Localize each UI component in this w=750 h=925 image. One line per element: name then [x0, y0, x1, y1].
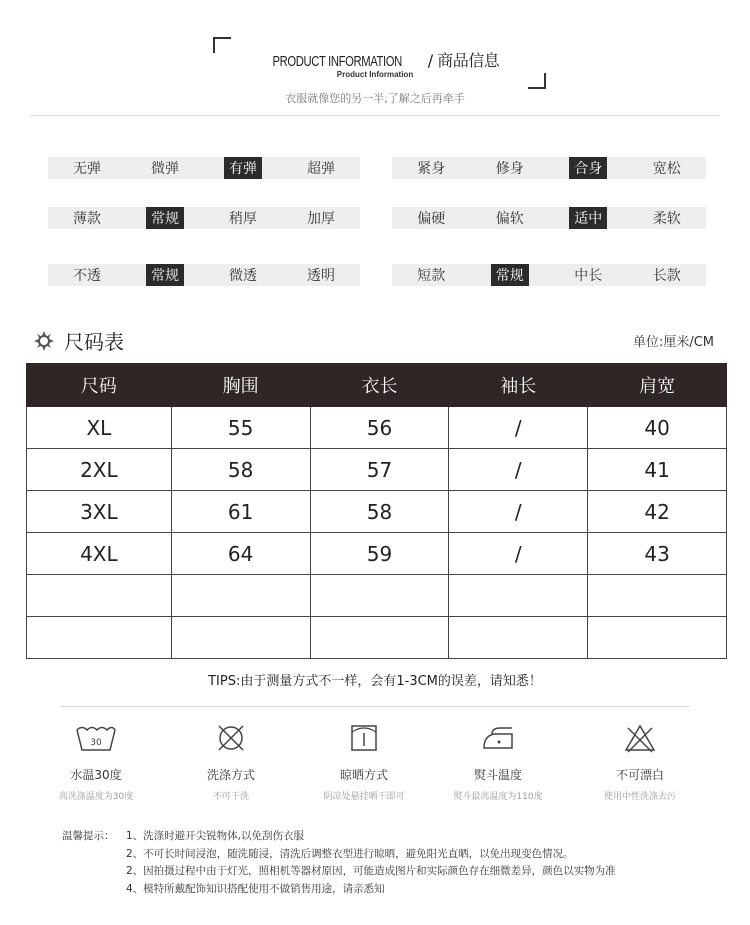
attr-softness: [392, 207, 706, 229]
attr-option: 宽松: [652, 161, 681, 177]
product-info-header: [0, 0, 750, 120]
cell: 61: [171, 491, 310, 533]
table-row: [27, 533, 727, 575]
attr-option: 微弹: [151, 161, 179, 177]
cell: 4XL: [27, 533, 172, 575]
attr-option: 中长: [574, 268, 603, 284]
attr-option: 柔软: [652, 211, 681, 227]
note-item: 2、不可长时间浸泡，随洗随浸，清洗后调整衣型进行晾晒，避免阳光直晒，以免出现变色情况。: [126, 847, 574, 860]
slogan: 衣服就像您的另一半,了解之后再牵手: [285, 92, 465, 105]
col-header: 肩宽: [588, 364, 727, 407]
cell: [449, 575, 588, 617]
size-chart-heading: [34, 326, 124, 355]
attr-option: 修身: [495, 161, 524, 177]
cell: /: [449, 449, 588, 491]
attr-option: 薄款: [73, 211, 101, 227]
cell: 55: [171, 407, 310, 449]
attr-option-selected: 常规: [126, 207, 204, 229]
attr-option: 长款: [652, 268, 681, 284]
attr-option: 偏软: [495, 211, 524, 227]
cell: [588, 617, 727, 659]
cell: 56: [310, 407, 449, 449]
cell: 57: [310, 449, 449, 491]
cell: [171, 617, 310, 659]
care-sub: 熨斗最高温度为110度: [453, 792, 543, 802]
attr-option-selected: 常规: [126, 264, 204, 286]
cell: 58: [310, 491, 449, 533]
cell: [310, 617, 449, 659]
iron-icon: [478, 722, 518, 754]
cell: [310, 575, 449, 617]
unit-label: 单位:厘米/CM: [632, 335, 714, 350]
note-item: 4、模特所戴配饰知识搭配使用不做销售用途，请亲悉知: [126, 882, 385, 895]
attr-fit: [392, 157, 706, 179]
note-row: [62, 863, 616, 881]
cell: 43: [588, 533, 727, 575]
cell: 42: [588, 491, 727, 533]
care-label: 晾晒方式: [339, 768, 388, 782]
cell: [27, 617, 172, 659]
cell: /: [449, 491, 588, 533]
note-row: [62, 881, 616, 899]
cell: [27, 575, 172, 617]
cell: /: [449, 533, 588, 575]
section-divider: [60, 706, 690, 707]
attr-option: 超弹: [307, 161, 335, 177]
page-title: [0, 48, 750, 71]
no-dry-clean-icon: [215, 722, 247, 754]
cell: /: [449, 407, 588, 449]
sun-icon: [34, 331, 54, 351]
notes-lead: 温馨提示：: [62, 830, 115, 842]
header-divider: [30, 115, 720, 116]
attr-option: 加厚: [307, 211, 335, 227]
note-item: 2、因拍摄过程中由于灯光，照相机等器材原因，可能造成图片和实际颜色存在细微差异，颜色以实物为准: [126, 865, 616, 877]
note-row: [62, 828, 616, 846]
care-item-wash-method: [171, 722, 291, 802]
care-item-water-temp: [36, 722, 156, 802]
cell: 2XL: [27, 449, 172, 491]
attr-option: 紧身: [417, 161, 446, 177]
attr-elasticity: [48, 157, 360, 179]
col-header: 衣长: [310, 364, 449, 407]
care-notes: [62, 828, 616, 898]
cell: XL: [27, 407, 172, 449]
size-chart-title: 尺码表: [64, 330, 124, 354]
wash-temp-badge: 30: [90, 738, 102, 748]
cell: 3XL: [27, 491, 172, 533]
care-item-dry-method: [304, 722, 424, 802]
subtitle: Product Information: [336, 70, 414, 79]
attr-option-selected: 合身: [549, 157, 628, 179]
attr-option: 偏硬: [417, 211, 446, 227]
col-header: 尺码: [27, 364, 172, 407]
title-en: PRODUCT INFORMATION: [272, 53, 402, 70]
no-bleach-icon: [622, 722, 658, 754]
cell: [588, 575, 727, 617]
hang-dry-icon: [348, 722, 380, 754]
table-row: [27, 407, 727, 449]
wash-30-icon: [74, 722, 118, 754]
care-item-iron-temp: [438, 722, 558, 802]
title-sep: /: [423, 51, 438, 70]
attr-option: 短款: [417, 268, 446, 284]
table-row: [27, 491, 727, 533]
note-item: 1、洗涤时避开尖锐物体,以免刮伤衣服: [126, 830, 305, 842]
cell: 58: [171, 449, 310, 491]
care-sub: 阴凉处悬挂晒干即可: [323, 792, 405, 802]
table-row-empty: [27, 617, 727, 659]
cell: 59: [310, 533, 449, 575]
attr-option: 无弹: [73, 161, 101, 177]
attr-option-selected: 有弹: [204, 157, 282, 179]
care-item-no-bleach: [580, 722, 700, 802]
cell: 64: [171, 533, 310, 575]
cell: [449, 617, 588, 659]
attr-option: 不透: [73, 268, 101, 284]
care-sub: 使用中性洗涤去污: [603, 792, 676, 802]
col-header: 袖长: [449, 364, 588, 407]
table-header-row: [27, 364, 727, 407]
cell: 41: [588, 449, 727, 491]
col-header: 胸围: [171, 364, 310, 407]
title-cn: 商品信息: [437, 51, 500, 70]
care-sub: 高洗涤温度为30度: [58, 792, 134, 802]
table-row-empty: [27, 575, 727, 617]
care-label: 洗涤方式: [206, 768, 255, 782]
attr-length: [392, 264, 706, 286]
cell: [171, 575, 310, 617]
attr-option: 透明: [307, 268, 335, 284]
care-sub: 不可干洗: [212, 792, 249, 802]
note-row: [62, 846, 616, 864]
table-row: [27, 449, 727, 491]
care-label: 水温30度: [70, 768, 122, 782]
attr-thickness: [48, 207, 360, 229]
care-label: 不可漂白: [615, 768, 664, 782]
cell: 40: [588, 407, 727, 449]
size-table: [26, 363, 727, 659]
attr-transparency: [48, 264, 360, 286]
attr-option-selected: 常规: [471, 264, 550, 286]
care-label: 熨斗温度: [473, 768, 522, 782]
attr-option: 稍厚: [229, 211, 257, 227]
tips-text: TIPS:由于测量方式不一样，会有1-3CM的误差，请知悉！: [208, 674, 542, 689]
attr-option: 微透: [229, 268, 257, 284]
attr-option-selected: 适中: [549, 207, 628, 229]
